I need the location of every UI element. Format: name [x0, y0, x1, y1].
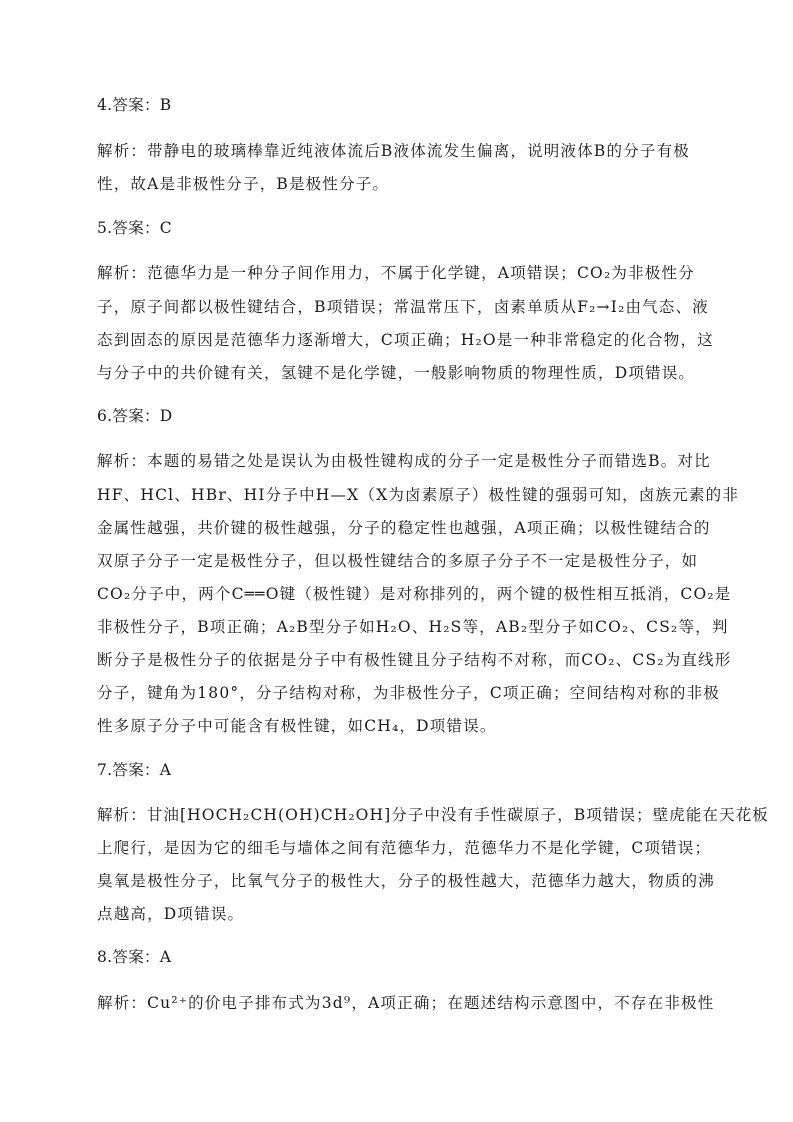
answer-7: 7.答案：A: [97, 761, 172, 779]
explanation-6-line-7: 断分子是极性分子的依据是分子中有极性键且分子结构不对称，而CO₂、CS₂为直线形: [97, 651, 732, 669]
explanation-4-line-2: 性，故A是非极性分子，B是极性分子。: [97, 175, 390, 193]
explanation-5-line-2: 子，原子间都以极性键结合，B项错误；常温常压下，卤素单质从F₂→I₂由气态、液: [97, 298, 709, 316]
explanation-6-line-3: 金属性越强，共价键的极性越强，分子的稳定性也越强，A项正确；以极性键结合的: [97, 519, 711, 537]
explanation-6-line-6: 非极性分子，B项正确；A₂B型分子如H₂O、H₂S等，AB₂型分子如CO₂、CS₂等，判: [97, 618, 729, 636]
explanation-8-line-1: 解析：Cu²⁺的价电子排布式为3d⁹，A项正确；在题述结构示意图中，不存在非极性: [97, 994, 715, 1012]
explanation-5-line-1: 解析：范德华力是一种分子间作用力，不属于化学键，A项错误；CO₂为非极性分: [97, 264, 695, 282]
explanation-7-line-1: 解析：甘油[HOCH₂CH(OH)CH₂OH]分子中没有手性碳原子，B项错误；壁虎能在天花板: [97, 806, 769, 824]
answer-6: 6.答案：D: [97, 407, 173, 425]
answer-5: 5.答案：C: [97, 219, 172, 237]
explanation-6-line-8: 分子，键角为180°，分子结构对称，为非极性分子，C项正确；空间结构对称的非极: [97, 684, 720, 702]
answer-4: 4.答案：B: [97, 96, 172, 114]
explanation-6-line-2: HF、HCl、HBr、HI分子中H—X（X为卤素原子）极性键的强弱可知，卤族元素的非: [97, 486, 740, 504]
explanation-5-line-4: 与分子中的共价键有关，氢键不是化学键，一般影响物质的物理性质，D项错误。: [97, 364, 696, 382]
explanation-4-line-1: 解析：带静电的玻璃棒靠近纯液体流后B液体流发生偏离，说明液体B的分子有极: [97, 142, 690, 160]
explanation-5-line-3: 态到固态的原因是范德华力逐渐增大，C项正确；H₂O是一种非常稳定的化合物，这: [97, 331, 714, 349]
explanation-7-line-4: 点越高，D项错误。: [97, 905, 245, 923]
explanation-7-line-3: 臭氧是极性分子，比氧气分子的极性大，分子的极性越大，范德华力越大，物质的沸: [97, 872, 715, 890]
explanation-6-line-4: 双原子分子一定是极性分子，但以极性键结合的多原子分子不一定是极性分子，如: [97, 552, 699, 570]
answer-8: 8.答案：A: [97, 948, 172, 966]
explanation-6-line-1: 解析：本题的易错之处是误认为由极性键构成的分子一定是极性分子而错选B。对比: [97, 452, 711, 470]
explanation-6-line-5: CO₂分子中，两个C══O键（极性键）是对称排列的，两个键的极性相互抵消，CO₂是: [97, 585, 732, 603]
explanation-6-line-9: 性多原子分子中可能含有极性键，如CH₄，D项错误。: [97, 717, 497, 735]
explanation-7-line-2: 上爬行，是因为它的细毛与墙体之间有范德华力，范德华力不是化学键，C项错误；: [97, 839, 712, 857]
